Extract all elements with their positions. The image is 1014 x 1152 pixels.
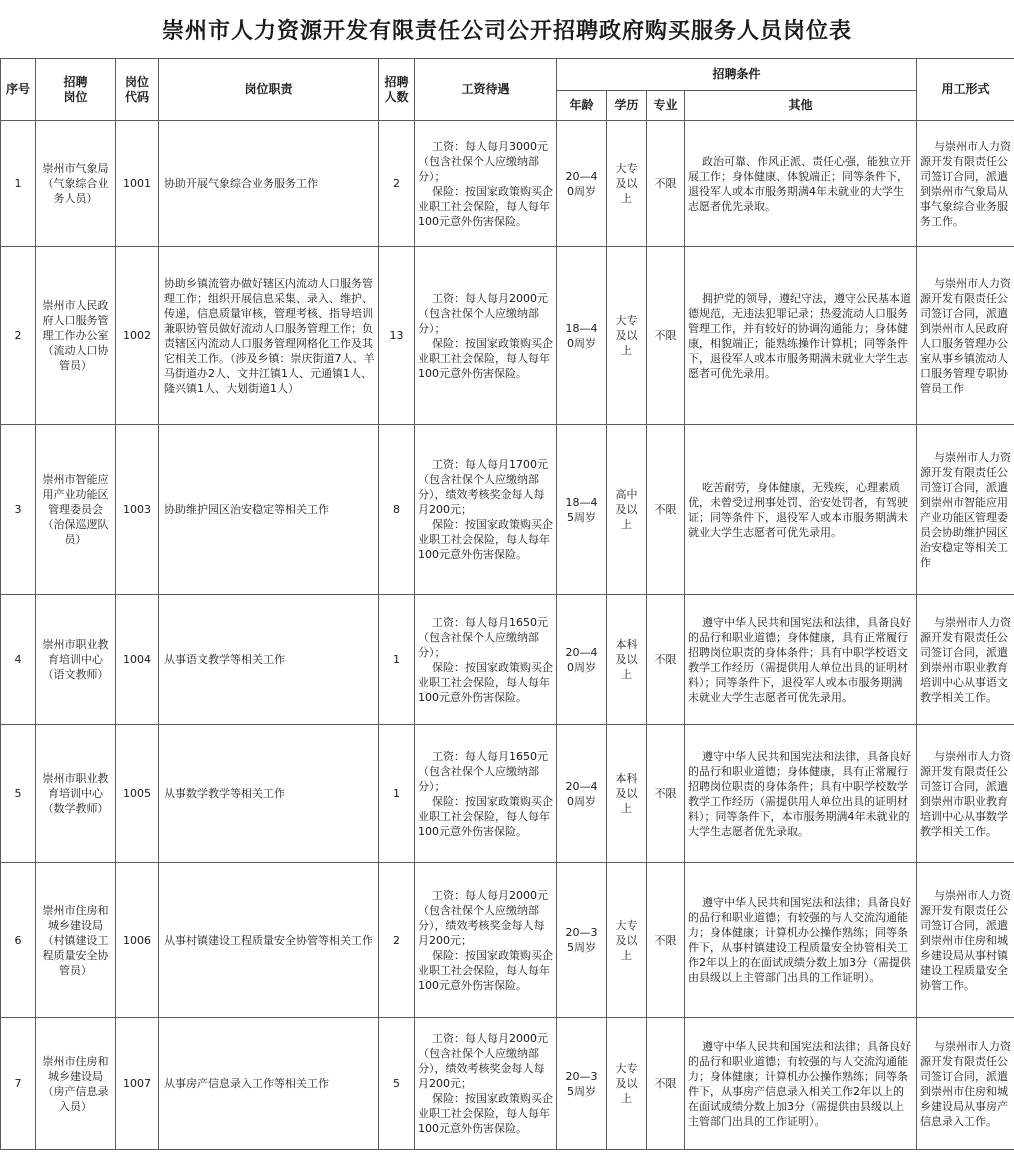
- row-count-text: 8: [393, 503, 400, 516]
- row-duty-text: 协助开展气象综合业务服务工作: [164, 177, 318, 190]
- row-major: [647, 863, 685, 1018]
- row-duty-text: 协助维护园区治安稳定等相关工作: [164, 503, 329, 516]
- row-edu: [607, 247, 647, 425]
- row-post-text: 崇州市气象局（气象综合业务人员）: [42, 162, 109, 205]
- row-employ: [917, 1018, 1014, 1150]
- row-post-text: 崇州市职业教育培训中心（语文教师）: [42, 638, 109, 681]
- row-count-text: 2: [393, 933, 400, 947]
- row-code-text: 1005: [123, 787, 151, 800]
- header-count: [379, 59, 415, 121]
- row-edu-text: 大专及以上: [615, 918, 638, 962]
- header-salary: 工资待遇: [415, 59, 557, 121]
- row-employ: [917, 595, 1014, 725]
- header-row-1: [1, 59, 1014, 91]
- row-major-text: 不限: [654, 503, 677, 516]
- row-salary: [415, 595, 557, 725]
- row-duty: [159, 247, 379, 425]
- row-salary-text: 工资：每人每月2000元（包含社保个人应缴纳部分）； 保险：按国家政策购买企业职工社会保险，每人每年100元意外伤害保险。: [418, 291, 553, 380]
- row-count: [379, 1018, 415, 1150]
- row-salary-text: 工资：每人每月1650元（包含社保个人应缴纳部分）； 保险：按国家政策购买企业职工社会保险，每人每年100元意外伤害保险。: [418, 615, 553, 704]
- row-age: [557, 595, 607, 725]
- row-major-text: 不限: [654, 787, 677, 800]
- row-edu: [607, 1018, 647, 1150]
- row-employ-text: 与崇州市人力资源开发有限责任公司签订合同，派遣到崇州市气象局从事气象综合业务服务工作。: [920, 139, 1012, 228]
- row-edu: [607, 121, 647, 247]
- row-seq: [1, 725, 36, 863]
- row-code: [116, 1018, 159, 1150]
- row-other-text: 吃苦耐劳，身体健康，无残疾，心理素质优，未曾受过刑事处罚、治安处罚者，有驾驶证；同等条件下，退役军人或本市服务期满未就业大学生志愿者可优先录用。: [688, 480, 908, 539]
- row-other: [685, 121, 917, 247]
- row-edu: [607, 425, 647, 595]
- row-edu-text: 本科及以上: [615, 772, 638, 815]
- row-age-text: 20—40周岁: [565, 645, 598, 674]
- row-seq: [1, 121, 36, 247]
- row-edu-text: 大专及以上: [615, 314, 638, 357]
- row-other: [685, 247, 917, 425]
- row-major-text: 不限: [654, 329, 677, 342]
- row-duty: [159, 121, 379, 247]
- row-age-text: 18—45周岁: [565, 495, 598, 524]
- row-other: [685, 595, 917, 725]
- row-code-text: 1002: [123, 329, 151, 342]
- page-title: 崇州市人力资源开发有限责任公司公开招聘政府购买服务人员岗位表: [161, 17, 852, 44]
- row-employ: [917, 425, 1014, 595]
- row-major: [647, 1018, 685, 1150]
- table-row: [1, 425, 1014, 595]
- row-other-text: 遵守中华人民共和国宪法和法律，具备良好的品行和职业道德；身体健康，具有正常履行招聘岗位职责的身体条件；具有中职学校语文教学工作经历（需提供用人单位出具的证明材料）；同等条件下，退役军人或本市服务期满未就业大学生志愿者可优先录用。: [688, 615, 911, 704]
- row-post-text: 崇州市职业教育培训中心（数学教师）: [42, 772, 109, 815]
- row-major: [647, 121, 685, 247]
- row-employ-text: 与崇州市人力资源开发有限责任公司签订合同，派遣到崇州市职业教育培训中心从事数学教学相关工作。: [920, 749, 1012, 838]
- table-row: [1, 121, 1014, 247]
- row-employ-text: 与崇州市人力资源开发有限责任公司签订合同，派遣到崇州市住房和城乡建设局从事房产信息录入工作。: [920, 1039, 1012, 1128]
- row-seq: [1, 863, 36, 1018]
- header-edu: 学历: [607, 91, 647, 121]
- row-salary: [415, 121, 557, 247]
- row-age: [557, 1018, 607, 1150]
- row-code-text: 1006: [123, 933, 151, 947]
- row-employ-text: 与崇州市人力资源开发有限责任公司签订合同，派遣到崇州市人民政府人口服务管理办公室从事乡镇流动人口服务管理专职协管员工作: [920, 276, 1012, 395]
- row-duty-text: 从事村镇建设工程质量安全协管等相关工作: [164, 933, 373, 947]
- table-row: [1, 247, 1014, 425]
- row-salary-text: 工资：每人每月1650元（包含社保个人应缴纳部分）； 保险：按国家政策购买企业职工社会保险，每人每年100元意外伤害保险。: [418, 749, 553, 838]
- row-salary-text: 工资：每人每月1700元（包含社保个人应缴纳部分），绩效考核奖金每人每月200元； 保险：按国家政策购买企业职工社会保险，每人每年100元意外伤害保险。: [418, 458, 553, 561]
- row-edu-text: 本科及以上: [615, 638, 638, 681]
- row-count: [379, 725, 415, 863]
- row-post: [36, 121, 116, 247]
- row-other: [685, 725, 917, 863]
- row-other-text: 遵守中华人民共和国宪法和法律；具备良好的品行和职业道德；有较强的与人交流沟通能力；身体健康；计算机办公操作熟练；同等条件下，从事房产信息录入相关工作2年以上的在面试成绩分数上加3分（需提供由县级以上主管部门出具的工作证明）。: [688, 1039, 911, 1128]
- row-post: [36, 1018, 116, 1150]
- row-code-text: 1004: [123, 653, 151, 666]
- row-count: [379, 863, 415, 1018]
- recruitment-table: [0, 58, 1014, 1150]
- row-code: [116, 121, 159, 247]
- row-age: [557, 247, 607, 425]
- table-row: [1, 863, 1014, 1018]
- row-age-text: 20—40周岁: [565, 169, 598, 198]
- row-major: [647, 425, 685, 595]
- row-seq-text: 1: [14, 177, 22, 190]
- row-salary: [415, 247, 557, 425]
- table-row: [1, 595, 1014, 725]
- row-seq-text: 5: [14, 787, 22, 800]
- row-seq: [1, 1018, 36, 1150]
- row-seq-text: 7: [14, 1077, 22, 1090]
- row-count-text: 2: [393, 177, 400, 190]
- row-code-text: 1007: [123, 1077, 151, 1090]
- header-code-text: 岗位代码: [124, 74, 149, 104]
- row-seq: [1, 247, 36, 425]
- table-body: [1, 121, 1014, 1150]
- row-major: [647, 595, 685, 725]
- row-duty-text: 协助乡镇流管办做好辖区内流动人口服务管理工作；组织开展信息采集、录入、维护、传递，信息质量审核，管理考核、指导培训兼职协管员做好流动人口服务管理工作；负责辖区内流动人口服务管理网格化工作及其它相关工作。（涉及乡镇：崇庆街道7人、羊马街道办2人、文井江镇1人、元通镇1人、隆兴镇1人、大划街道1人）: [164, 276, 375, 395]
- row-code: [116, 725, 159, 863]
- row-post: [36, 425, 116, 595]
- row-post: [36, 247, 116, 425]
- header-post: [36, 59, 116, 121]
- row-age-text: 20—35周岁: [565, 926, 598, 954]
- row-other-text: 拥护党的领导，遵纪守法，遵守公民基本道德规范，无违法犯罪记录；热爱流动人口服务管理工作，并有较好的协调沟通能力；身体健康，相貌端正；能熟练操作计算机；同等条件下，退役军人或本市服务期满未就业大学生志愿者可优先录用。: [688, 291, 911, 380]
- row-post-text: 崇州市智能应用产业功能区管理委员会（治保巡逻队员）: [42, 473, 109, 546]
- header-post-text: 招聘岗位: [63, 74, 88, 104]
- row-seq: [1, 595, 36, 725]
- row-major-text: 不限: [654, 653, 677, 666]
- row-major: [647, 725, 685, 863]
- row-age-text: 20—40周岁: [565, 779, 598, 808]
- row-edu-text: 大专及以上: [615, 162, 638, 205]
- row-employ: [917, 863, 1014, 1018]
- row-salary: [415, 863, 557, 1018]
- row-code-text: 1001: [123, 177, 151, 190]
- row-post: [36, 725, 116, 863]
- row-salary-text: 工资：每人每月2000元（包含社保个人应缴纳部分），绩效考核奖金每人每月200元； 保险：按国家政策购买企业职工社会保险，每人每年100元意外伤害保险。: [418, 1032, 553, 1135]
- row-edu: [607, 595, 647, 725]
- row-seq-text: 2: [14, 329, 22, 342]
- header-conditions: 招聘条件: [557, 59, 917, 91]
- row-employ: [917, 725, 1014, 863]
- table-row: [1, 1018, 1014, 1150]
- row-employ-text: 与崇州市人力资源开发有限责任公司签订合同，派遣到崇州市住房和城乡建设局从事村镇建设工程质量安全协管工作。: [920, 888, 1012, 992]
- row-count-text: 1: [393, 787, 400, 800]
- row-employ: [917, 247, 1014, 425]
- row-post: [36, 863, 116, 1018]
- row-seq-text: 3: [14, 503, 22, 516]
- row-code: [116, 863, 159, 1018]
- row-salary: [415, 725, 557, 863]
- row-edu: [607, 725, 647, 863]
- row-count: [379, 595, 415, 725]
- row-salary: [415, 425, 557, 595]
- row-post-text: 崇州市住房和城乡建设局（房产信息录入员）: [42, 1054, 109, 1113]
- row-other: [685, 425, 917, 595]
- row-count-text: 5: [393, 1077, 400, 1090]
- header-duty: 岗位职责: [159, 59, 379, 121]
- row-edu: [607, 863, 647, 1018]
- row-major-text: 不限: [654, 177, 677, 190]
- header-count-text: 招聘人数: [384, 74, 409, 104]
- row-code: [116, 247, 159, 425]
- row-duty-text: 从事房产信息录入工作等相关工作: [164, 1077, 329, 1090]
- row-employ-text: 与崇州市人力资源开发有限责任公司签订合同，派遣到崇州市职业教育培训中心从事语文教学相关工作。: [920, 615, 1012, 704]
- row-age-text: 18—40周岁: [565, 321, 598, 350]
- table-row: [1, 725, 1014, 863]
- row-major-text: 不限: [654, 933, 677, 947]
- row-duty: [159, 725, 379, 863]
- row-seq-text: 4: [14, 653, 22, 666]
- row-employ: [917, 121, 1014, 247]
- row-major: [647, 247, 685, 425]
- row-age: [557, 863, 607, 1018]
- row-seq-text: 6: [14, 933, 22, 947]
- row-count-text: 1: [393, 653, 400, 666]
- row-age: [557, 121, 607, 247]
- row-duty-text: 从事语文教学等相关工作: [164, 653, 285, 666]
- header-seq: 序号: [1, 59, 36, 121]
- row-salary-text: 工资：每人每月3000元（包含社保个人应缴纳部分）； 保险：按国家政策购买企业职工社会保险，每人每年100元意外伤害保险。: [418, 139, 553, 228]
- row-duty-text: 从事数学教学等相关工作: [164, 787, 285, 800]
- row-duty: [159, 425, 379, 595]
- row-age: [557, 425, 607, 595]
- row-salary-text: 工资：每人每月2000元（包含社保个人应缴纳部分），绩效考核奖金每人每月200元； 保险：按国家政策购买企业职工社会保险，每人每年100元意外伤害保险。: [418, 888, 553, 992]
- row-post-text: 崇州市人民政府人口服务管理工作办公室（流动人口协管员）: [42, 299, 109, 372]
- row-post-text: 崇州市住房和城乡建设局（村镇建设工程质量安全协管员）: [42, 903, 109, 977]
- row-other-text: 政治可靠、作风正派、责任心强，能独立开展工作；身体健康、体貌端正；同等条件下，退役军人或本市服务期满4年未就业的大学生志愿者优先录取。: [688, 154, 911, 213]
- row-age: [557, 725, 607, 863]
- row-count-text: 13: [389, 329, 404, 342]
- row-other-text: 遵守中华人民共和国宪法和法律，具备良好的品行和职业道德；身体健康，具有正常履行招聘岗位职责的身体条件；具有中职学校数学教学工作经历（需提供用人单位出具的证明材料）；同等条件下，本市服务期满4年未就业的大学生志愿者优先录取。: [688, 749, 911, 838]
- row-count: [379, 121, 415, 247]
- row-duty: [159, 595, 379, 725]
- row-seq: [1, 425, 36, 595]
- row-code: [116, 595, 159, 725]
- row-other-text: 遵守中华人民共和国宪法和法律；具备良好的品行和职业道德；有较强的与人交流沟通能力；身体健康；计算机办公操作熟练；同等条件下，从事村镇建设工程质量安全协管相关工作2年以上的在面试成绩分数上加3分（需提供由县级以上主管部门出具的工作证明）。: [688, 896, 911, 984]
- row-duty: [159, 863, 379, 1018]
- row-salary: [415, 1018, 557, 1150]
- row-count: [379, 425, 415, 595]
- header-age: 年龄: [557, 91, 607, 121]
- row-post: [36, 595, 116, 725]
- row-other: [685, 1018, 917, 1150]
- header-code: [116, 59, 159, 121]
- row-count: [379, 247, 415, 425]
- header-employ: 用工形式: [917, 59, 1014, 121]
- row-code-text: 1003: [123, 503, 151, 516]
- row-edu-text: 大专及以上: [615, 1062, 638, 1105]
- row-code: [116, 425, 159, 595]
- header-other: 其他: [685, 91, 917, 121]
- row-duty: [159, 1018, 379, 1150]
- row-edu-text: 高中及以上: [615, 488, 638, 531]
- row-major-text: 不限: [654, 1077, 677, 1090]
- row-other: [685, 863, 917, 1018]
- header-major: 专业: [647, 91, 685, 121]
- row-employ-text: 与崇州市人力资源开发有限责任公司签订合同，派遣到崇州市智能应用产业功能区管理委员会协助维护园区治安稳定等相关工作: [920, 450, 1012, 569]
- row-age-text: 20—35周岁: [565, 1069, 598, 1098]
